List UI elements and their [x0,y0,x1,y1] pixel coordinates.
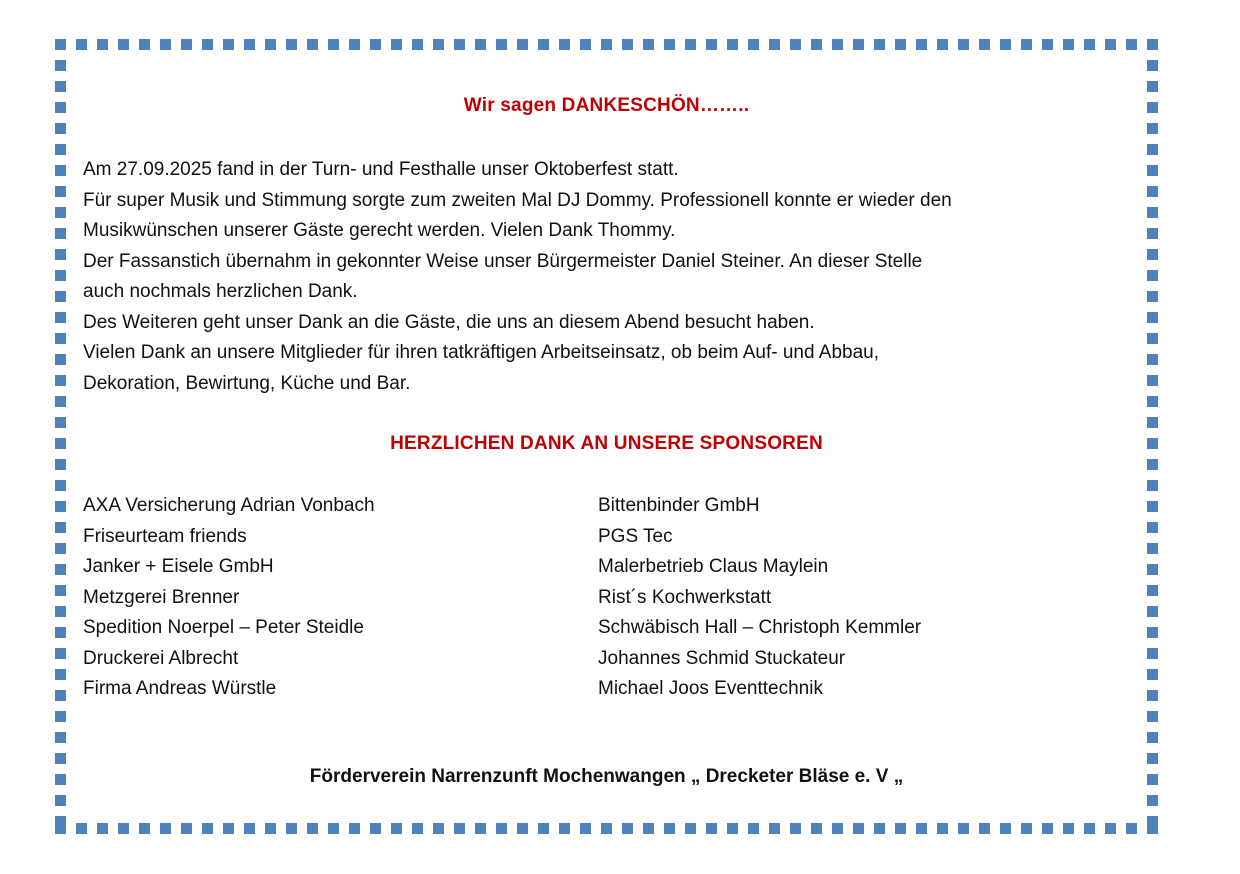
sponsors-column-right [598,491,921,705]
footer-text: Förderverein Narrenzunft Mochenwangen „ Drecketer Bläse e. V „ [309,766,904,787]
body-line: Des Weiteren geht unser Dank an die Gäste, die uns an diesem Abend besucht haben. [83,311,815,333]
body-line: Für super Musik und Stimmung sorgte zum zweiten Mal DJ Dommy. Professionell konnte er wieder den [83,189,952,211]
body-text [83,155,1130,399]
sponsors-column-left [83,491,375,705]
body-line: Am 27.09.2025 fand in der Turn- und Festhalle unser Oktoberfest statt. [83,159,679,180]
sponsor-item: PGS Tec [598,525,673,547]
dashed-border-frame [55,39,1158,834]
sponsor-item: AXA Versicherung Adrian Vonbach [83,495,375,516]
border-bottom [55,823,1158,834]
sponsor-item: Bittenbinder GmbH [598,495,760,516]
sponsor-item: Spedition Noerpel – Peter Steidle [83,617,364,638]
border-top [55,39,1158,50]
sponsor-item: Metzgerei Brenner [83,586,240,608]
sponsor-item: Schwäbisch Hall – Christoph Kemmler [598,617,922,638]
thank-you-heading: Wir sagen DANKESCHÖN…….. [463,95,750,116]
sponsors-heading: HERZLICHEN DANK AN UNSERE SPONSOREN [390,433,823,454]
sponsor-item: Friseurteam friends [83,525,247,547]
sponsor-item: Johannes Schmid Stuckateur [598,647,846,669]
sponsor-item: Druckerei Albrecht [83,647,239,669]
body-line: Musikwünschen unserer Gäste gerecht werden. Vielen Dank Thommy. [83,220,676,241]
body-line: Vielen Dank an unsere Mitglieder für ihren tatkräftigen Arbeitseinsatz, ob beim Auf- und Abbau, [83,342,880,363]
sponsor-item: Malerbetrieb Claus Maylein [598,556,829,577]
sponsor-item: Rist´s Kochwerkstatt [598,586,772,608]
sponsor-item: Michael Joos Eventtechnik [598,678,823,699]
body-line: Dekoration, Bewirtung, Küche und Bar. [83,372,411,394]
sponsor-item: Janker + Eisele GmbH [83,556,274,577]
sponsor-item: Firma Andreas Würstle [83,678,277,699]
body-line: auch nochmals herzlichen Dank. [83,281,358,302]
body-line: Der Fassanstich übernahm in gekonnter Weise unser Bürgermeister Daniel Steiner. An dieser Stelle [83,250,923,272]
